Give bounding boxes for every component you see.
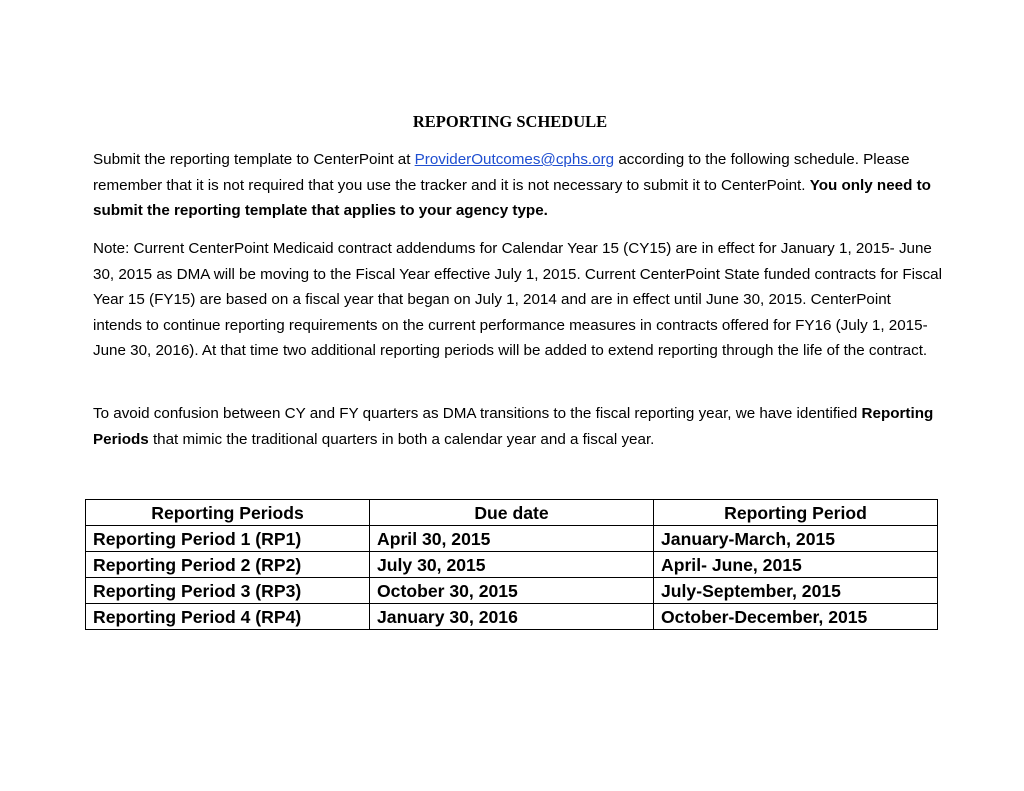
period-name-cell: Reporting Period 3 (RP3) bbox=[86, 578, 370, 604]
instructions-text-start: Submit the reporting template to CenterPoint at bbox=[93, 151, 415, 168]
period-range-cell: April- June, 2015 bbox=[654, 552, 938, 578]
periods-bold-term: Reporting Periods bbox=[93, 405, 934, 448]
header-reporting-periods: Reporting Periods bbox=[86, 500, 370, 526]
submission-instructions-paragraph bbox=[93, 147, 943, 224]
period-name-cell: Reporting Period 2 (RP2) bbox=[86, 552, 370, 578]
periods-text-start: To avoid confusion between CY and FY quarters as DMA transitions to the fiscal reporting year, we have identified bbox=[93, 405, 862, 422]
table-row bbox=[86, 526, 938, 552]
period-range-cell: October-December, 2015 bbox=[654, 604, 938, 630]
reporting-schedule-table bbox=[85, 499, 938, 630]
period-range-cell: January-March, 2015 bbox=[654, 526, 938, 552]
period-name-cell: Reporting Period 1 (RP1) bbox=[86, 526, 370, 552]
page-title: REPORTING SCHEDULE bbox=[412, 112, 608, 131]
note-paragraph: Note: Current CenterPoint Medicaid contract addendums for Calendar Year 15 (CY15) are in effect for January 1, 2015- June 30, 2015 as DMA will be moving to the Fiscal Year effective July 1, 2015. Current CenterPoint State funded contracts for Fiscal Year 15 (FY15) are based on a fiscal year that began on July 1, 2014 and are in effect until June 30, 2015. CenterPoint intends to continue reporting requirements on the current performance measures in contracts offered for FY16 (July 1, 2015- June 30, 2016). At that time two additional reporting periods will be added to extend reporting through the life of the contract. bbox=[93, 240, 942, 360]
table-row bbox=[86, 578, 938, 604]
periods-text-end: that mimic the traditional quarters in both a calendar year and a fiscal year. bbox=[148, 430, 655, 448]
reporting-periods-paragraph bbox=[93, 401, 943, 452]
header-due-date: Due date bbox=[370, 500, 654, 526]
due-date-cell: April 30, 2015 bbox=[370, 526, 654, 552]
period-name-cell: Reporting Period 4 (RP4) bbox=[86, 604, 370, 630]
table-header-row bbox=[86, 500, 938, 526]
due-date-cell: October 30, 2015 bbox=[370, 578, 654, 604]
table-row bbox=[86, 604, 938, 630]
instructions-text-middle: according to the following schedule. Please remember that it is not required that you use the tracker and it is not necessary to submit it to CenterPoint. bbox=[93, 151, 910, 194]
header-reporting-period: Reporting Period bbox=[654, 500, 938, 526]
email-link[interactable]: ProviderOutcomes@cphs.org bbox=[414, 151, 615, 168]
due-date-cell: January 30, 2016 bbox=[370, 604, 654, 630]
period-range-cell: July-September, 2015 bbox=[654, 578, 938, 604]
due-date-cell: July 30, 2015 bbox=[370, 552, 654, 578]
instructions-bold-note: You only need to submit the reporting template that applies to your agency type. bbox=[93, 176, 931, 220]
table-row bbox=[86, 552, 938, 578]
